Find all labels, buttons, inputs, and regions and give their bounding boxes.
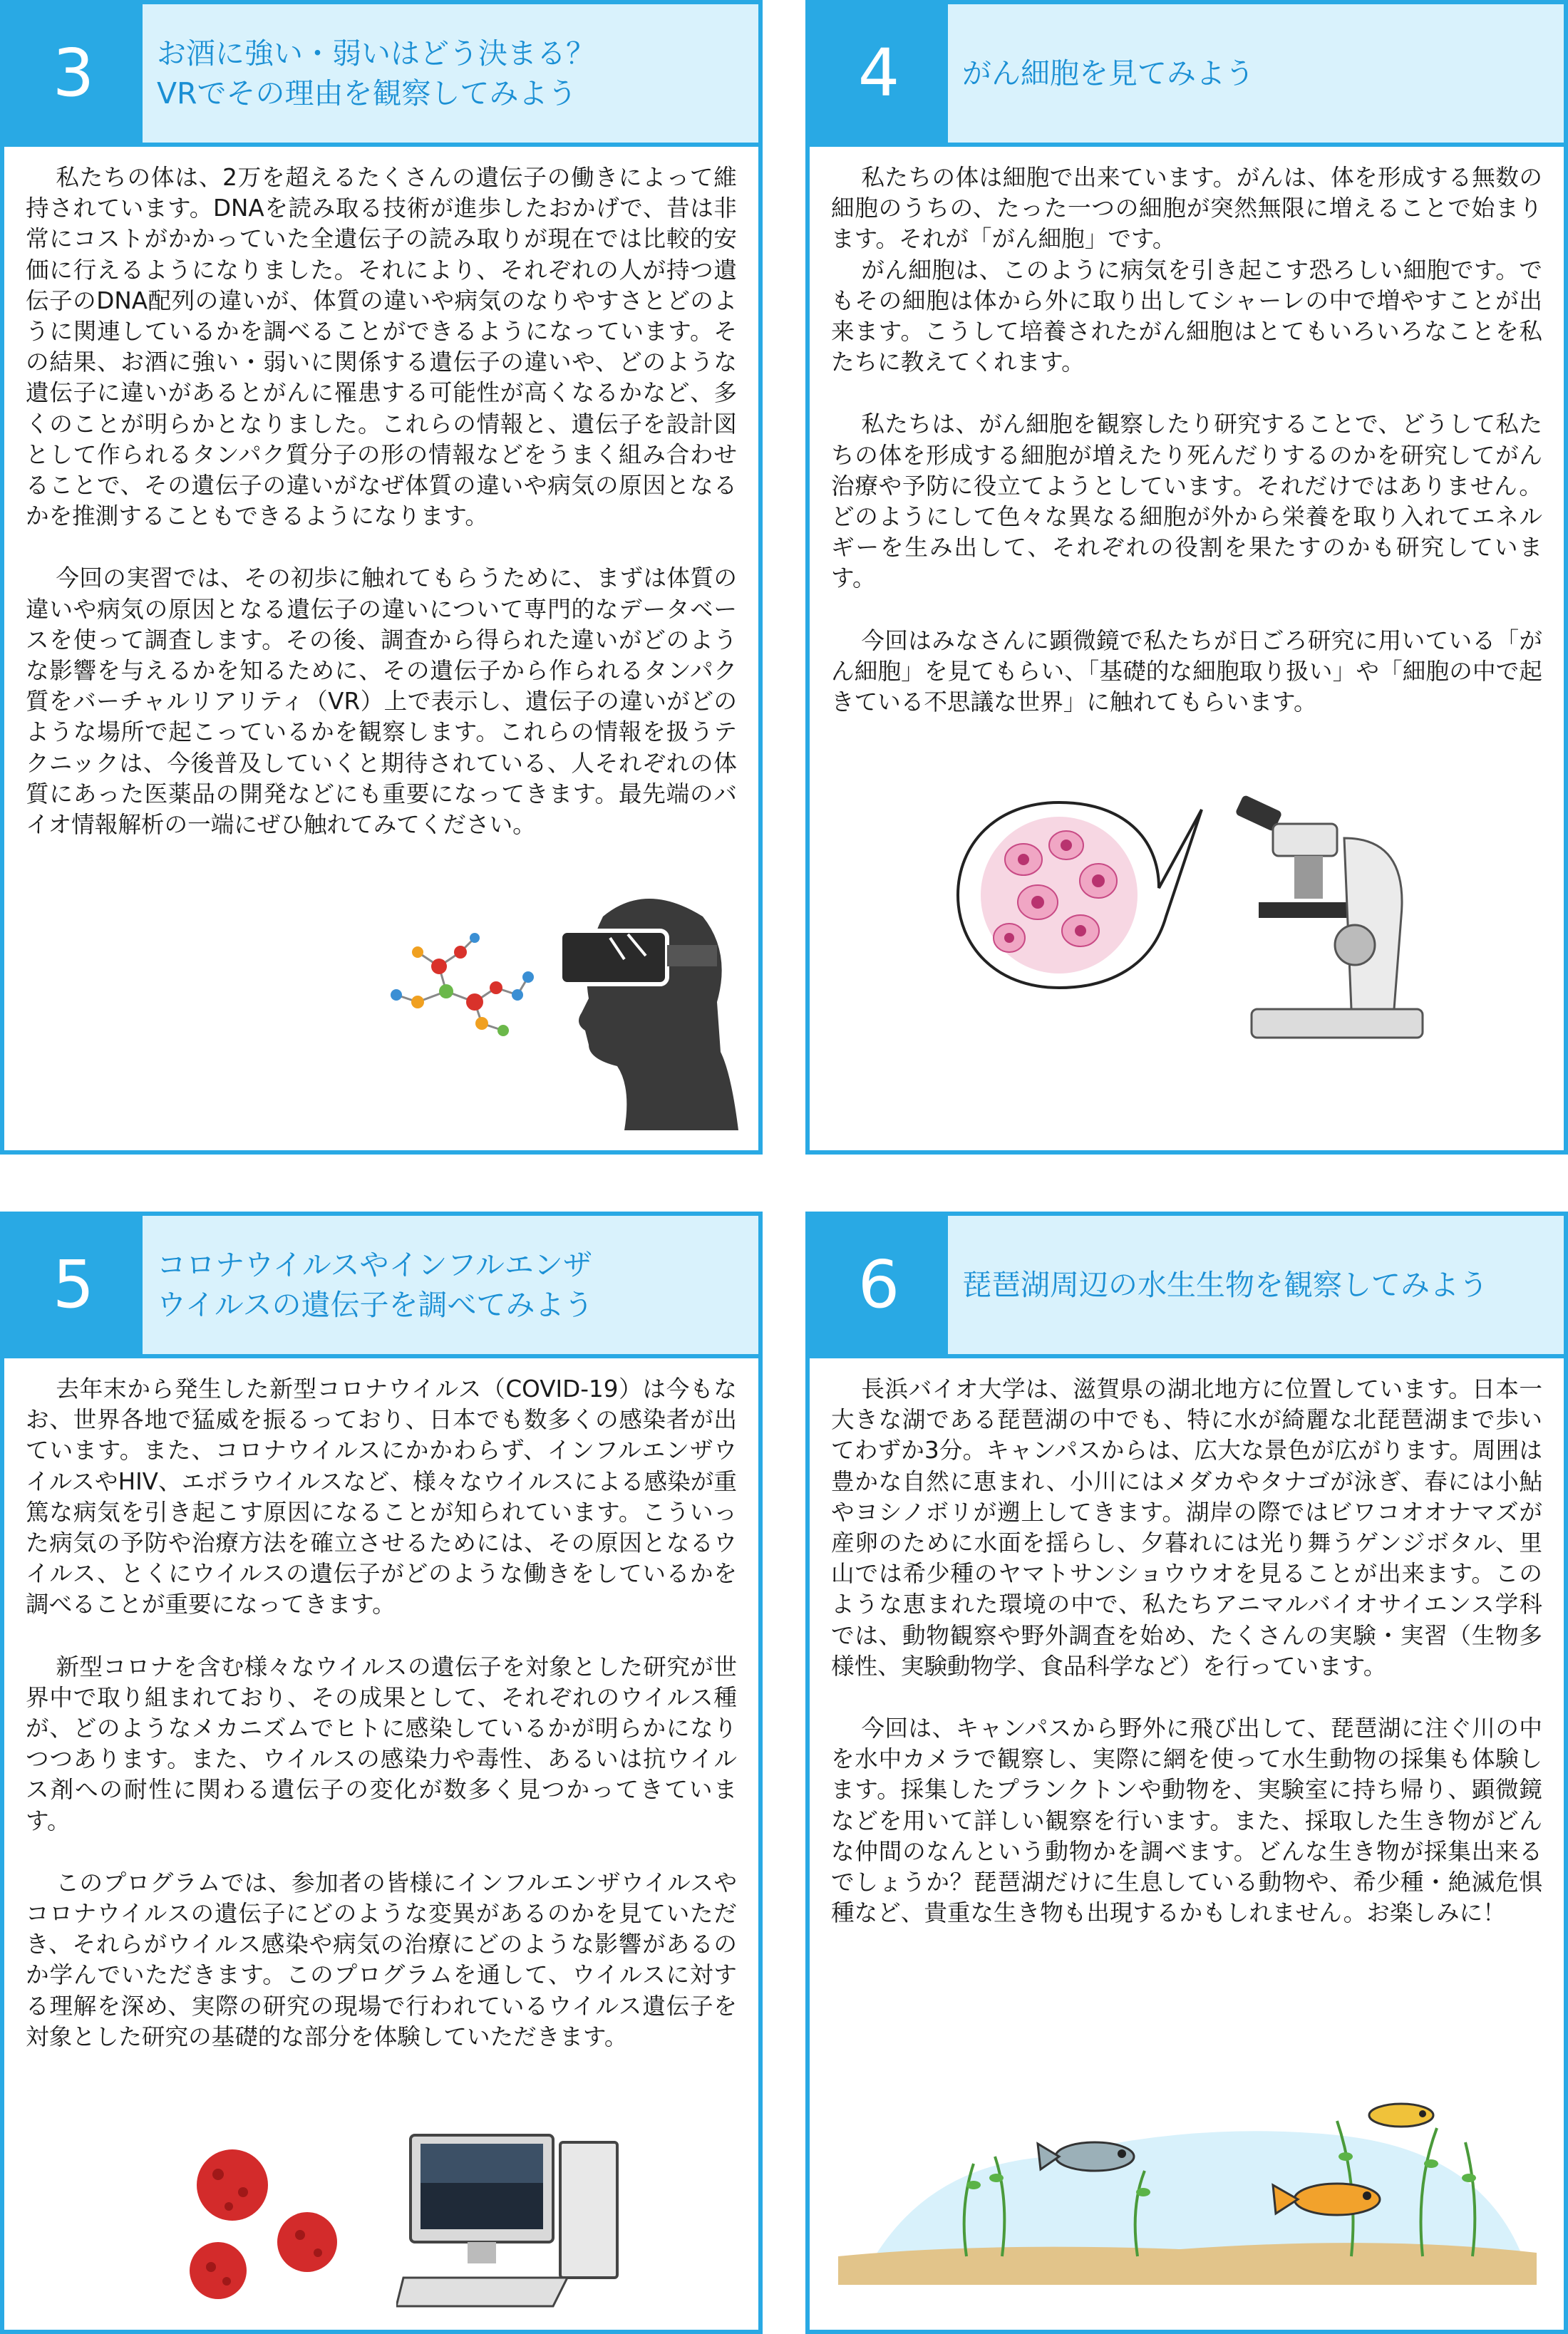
panel-number: 6: [810, 1216, 948, 1354]
panel-body: [26, 1374, 737, 2084]
panel-title: がん細胞を見てみよう: [962, 56, 1254, 91]
virus-icon: [175, 2135, 354, 2306]
molecule-icon: [375, 924, 560, 1052]
panel-number: 5: [4, 1216, 143, 1354]
paragraph: 私たちは、がん細胞を観察したり研究することで、どうして私たちの体を形成する細胞が増えたり死んだりするのかを研究してがん治療や予防に役立てようとしています。それだけではありません。どのようにして色々な異なる細胞が外から栄養を取り入れてエネルギーを生み出して、それぞれの役割を果たすのかも研究しています。: [831, 410, 1542, 592]
paragraph: このプログラムでは、参加者の皆様にインフルエンザウイルスやコロナウイルスの遺伝子にどのような変異があるのかを見ていただき、それらがウイルス感染や病気の治療にどのような影響があるのか学んでいただきます。このプログラムを通して、ウイルスに対する理解を深め、実際の研究の現場で行われているウイルス遺伝子を対象とした研究の基礎的な部分を体験していただきます。: [26, 1869, 737, 2050]
paragraph: 去年末から発生した新型コロナウイルス（COVID-19）は今もなお、世界各地で猛威を振るっており、日本でも数多くの感染者が出ています。また、コロナウイルスにかかわらず、インフルエンザウイルスやHIV、エボラウイルスなど、様々なウイルスによる感染が重篤な病気を引き起こす原因になることが知られています。こういった病気の予防や治療方法を確立させるためには、その原因となるウイルス、とくにウイルスの遺伝子がどのような働きをしているかを調べることが重要になってきます。: [26, 1375, 737, 1618]
cancer-cells-icon: [952, 795, 1252, 995]
paragraph: がん細胞は、このように病気を引き起こす恐ろしい細胞です。でもその細胞は体から外に取り出してシャーレの中で増やすことが出来ます。こうして培養されたがん細胞はとてもいろいろなことを私たちに教えてくれます。: [831, 256, 1542, 376]
fish-pond-icon: [838, 2078, 1537, 2292]
paragraph: 今回の実習では、その初歩に触れてもらうために、まずは体質の違いや病気の原因となる遺伝子の違いについて専門的なデータベースを使って調査します。その後、調査から得られた違いがどのような影響を与えるかを知るために、その遺伝子から作られるタンパク質をバーチャルリアリティ（VR）上で表示し、遺伝子の違いがどのような場所で起こっているかを観察します。これらの情報を扱うテクニックは、今後普及していくと期待されている、人それぞれの体質にあった医薬品の開発などにも重要になってきます。最先端のバイオ情報解析の一端にぜひ触れてみてください。: [26, 564, 737, 839]
microscope-icon: [1209, 795, 1437, 1045]
panel-title: お酒に強い・弱いはどう決まる？ VRでその理由を観察してみよう: [157, 36, 595, 110]
panel-title: 琵琶湖周辺の水生生物を観察してみよう: [962, 1268, 1488, 1302]
panel-header: [810, 1216, 1564, 1358]
panel-header: [4, 1216, 758, 1358]
paragraph: 私たちの体は、2万を超えるたくさんの遺伝子の働きによって維持されています。DNAを読み取る技術が進歩したおかげで、昔は非常にコストがかかっていた全遺伝子の読み取りが現在では比較的安価に行えるようになりました。それにより、それぞれの人が持つ遺伝子のDNA配列の違いが、体質の違いや病気のなりやすさとどのように関連しているかを調べることができるようになっています。その結果、お酒に強い・弱いに関係する遺伝子の違いや、どのような遺伝子に違いがあるとがんに罹患する可能性が高くなるかなど、多くのことが明らかとなりました。これらの情報と、遺伝子を設計図として作られるタンパク質分子の形の情報などをうまく組み合わせることで、その遺伝子の違いがなぜ体質の違いや病気の原因となるかを推測することもできるようになります。: [26, 164, 737, 530]
panel-number: 4: [810, 4, 948, 143]
panel-number: 3: [4, 4, 143, 143]
desktop-computer-icon: [396, 2128, 631, 2313]
panel-5: [0, 1212, 763, 2334]
paragraph: 新型コロナを含む様々なウイルスの遺伝子を対象とした研究が世界中で取り組まれており、その成果として、それぞれのウイルス種が、どのようなメカニズムでヒトに感染しているかが明らかになりつつあります。また、ウイルスの感染力や毒性、あるいは抗ウイルス剤への耐性に関わる遺伝子の変化が数多く見つかってきています。: [26, 1653, 737, 1834]
panel-header: [810, 4, 1564, 147]
panel-body: [831, 1374, 1542, 1960]
panel-6: [805, 1212, 1568, 2334]
panel-header: [4, 4, 758, 147]
vr-headset-person-icon: [560, 888, 738, 1130]
paragraph: 今回は、キャンパスから野外に飛び出して、琵琶湖に注ぐ川の中を水中カメラで観察し、実際に網を使って水生動物の採集も体験します。採集したプランクトンや動物を、実験室に持ち帰り、顕微鏡などを用いて詳しい観察を行います。また、採取した生き物がどんな仲間のなんという動物かを調べます。どんな生き物が採集出来るでしょうか？琵琶湖だけに生息している動物や、希少種・絶滅危惧種など、貴重な生き物も出現するかもしれません。お楽しみに！: [831, 1715, 1542, 1927]
paragraph: 長浜バイオ大学は、滋賀県の湖北地方に位置しています。日本一大きな湖である琵琶湖の中でも、特に水が綺麗な北琵琶湖まで歩いてわずか3分。キャンパスからは、広大な景色が広がります。周囲は豊かな自然に恵まれ、小川にはメダカやタナゴが泳ぎ、春には小鮎やヨシノボリが遡上してきます。湖岸の際ではビワコオオナマズが産卵のために水面を揺らし、夕暮れには光り舞うゲンジボタル、里山では希少種のヤマトサンショウウオを見ることが出来ます。このような恵まれた環境の中で、私たちアニマルバイオサイエンス学科では、動物観察や野外調査を始め、たくさんの実験・実習（生物多様性、実験動物学、食品科学など）を行っています。: [831, 1375, 1542, 1680]
paragraph: 今回はみなさんに顕微鏡で私たちが日ごろ研究に用いている「がん細胞」を見てもらい、「基礎的な細胞取り扱い」や「細胞の中で起きている不思議な世界」に触れてもらいます。: [831, 626, 1542, 716]
panel-body: [831, 162, 1542, 749]
panel-body: [26, 162, 737, 840]
panel-title: コロナウイルスやインフルエンザ ウイルスの遺伝子を調べてみよう: [157, 1248, 594, 1322]
panel-3: [0, 0, 763, 1155]
paragraph: 私たちの体は細胞で出来ています。がんは、体を形成する無数の細胞のうちの、たった一つの細胞が突然無限に増えることで始まります。それが「がん細胞」です。: [831, 164, 1542, 253]
panel-4: [805, 0, 1568, 1155]
